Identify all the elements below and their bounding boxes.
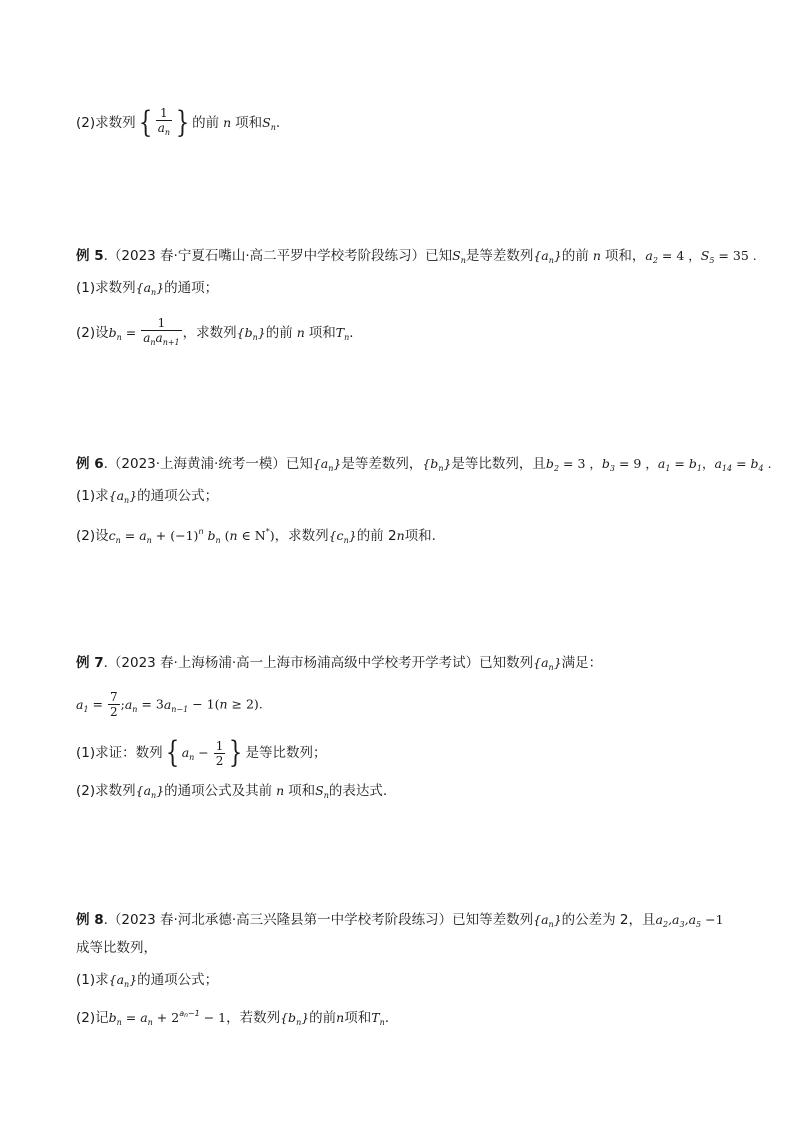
example-8-statement: 例 8.（2023 春·河北承德·高三兴隆县第一中学校考阶段练习）已知等差数列$\{a_n\}$的公差为 2，且$a_2,a_3,a_5 -1$ [76, 912, 724, 929]
fraction-1-over-2: $\frac{1}{2}$ [215, 738, 224, 768]
example-5-part-1: (1)求数列$\{a_n\}$的通项； [76, 280, 219, 297]
example-7-label: 例 7 [76, 655, 104, 671]
example-5-label: 例 5 [76, 248, 104, 264]
problem-4-part-2: (2)求数列{ $\frac{1}{a_n}$ } 的前 n 项和$S_n$. [76, 105, 281, 140]
example-6-part-1: (1)求$\{a_n\}$的通项公式； [76, 488, 219, 505]
example-8-part-2: (2)记$b_n = a_n + 2^{a_n-1} - 1$，若数列$\{b_n\}$的前n项和$T_n$. [76, 1009, 390, 1027]
example-8-statement-cont: 成等比数列， [76, 940, 157, 956]
fraction-1-over-an: $\frac{1}{a_n}$ [156, 106, 172, 140]
example-8-part-1: (1)求$\{a_n\}$的通项公式； [76, 972, 219, 989]
example-6-part-2: (2)设$c_n = a_n + (-1)^n$ $b_n$ (n ∈ N*)，求数列$\{c_n\}$的前 2n项和. [76, 527, 436, 545]
right-brace: } [175, 105, 190, 140]
example-7-part-2: (2)求数列$\{a_n\}$的通项公式及其前 n 项和$S_n$的表达式. [76, 783, 388, 800]
fraction-7-over-2: $\frac{7}{2}$ [109, 690, 118, 719]
example-7-statement: 例 7.（2023 春·上海杨浦·高一上海市杨浦高级中学校考开学考试）已知数列$\{a_n\}$满足： [76, 655, 603, 672]
example-7-conditions: $a_1$ = $\frac{7}{2}$ $;a_n = 3a_{n-1} - 1(n \ge 2)$. [76, 690, 263, 719]
example-8-label: 例 8 [76, 912, 104, 928]
left-brace: { [138, 105, 152, 140]
example-6-label: 例 6 [76, 456, 104, 472]
example-5-part-2: (2)设$b_n$ = $\frac{1}{a_na_{n+1}}$ ，求数列$\{b_n\}$的前 n 项和$T_n$. [76, 316, 753, 350]
example-7-part-1: (1)求证：数列{ $a_n$ − $\frac{1}{2}$ } 是等比数列； [76, 735, 327, 770]
fraction-bn: $\frac{1}{a_na_{n+1}}$ [141, 316, 181, 350]
example-5-statement: 例 5.（2023 春·宁夏石嘴山·高二平罗中学校考阶段练习）已知$S_n$是等差数列$\{a_n\}$的前 n 项和，$a_2 = 4$ ，$S_5 = 35$ . [76, 248, 757, 265]
example-6-statement: 例 6.（2023·上海黄浦·统考一模）已知$\{a_n\}$是等差数列，$\{b_n\}$是等比数列，且$b_2 = 3$ ，$b_3 = 9$ ，$a_1 = b_1$，$a_{14} = b_4$ . [76, 456, 772, 473]
